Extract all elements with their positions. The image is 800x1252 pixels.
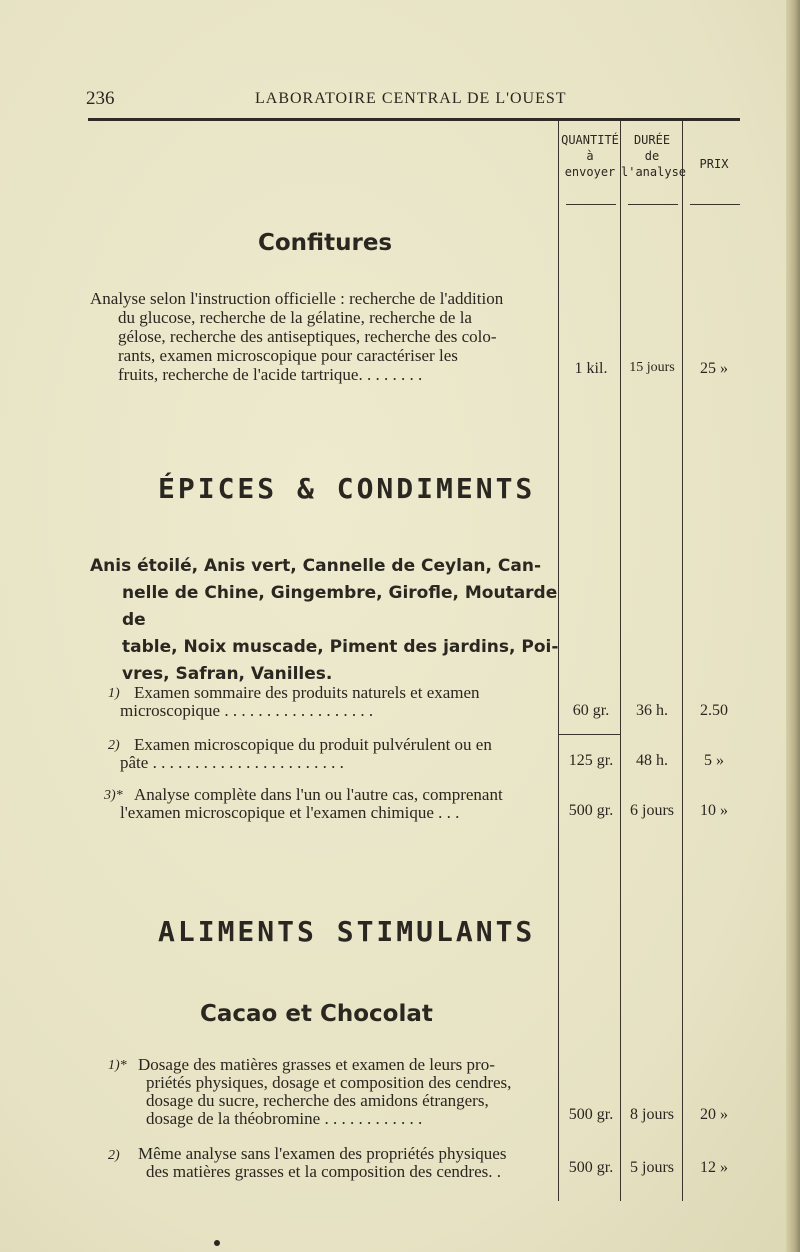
header-underline-duree [628,204,678,205]
section-title-epices: ÉPICES & CONDIMENTS [158,472,536,505]
item-line: priétés physiques, dosage et composition des cendres, [146,1073,512,1092]
confitures-line: rants, examen microscopique pour caractériser les [118,346,458,365]
epices-item-quantite: 60 gr. [572,702,610,719]
item-line: dosage de la théobromine . . . . . . . . . . . . [146,1109,423,1128]
column-header-duree-line3: l'analyse [621,165,687,179]
column-header-prix: PRIX [699,157,729,171]
column-header-duree [621,132,687,180]
confitures-line: fruits, recherche de l'acide tartrique. . . . . . . . [118,365,423,384]
epices-item-duree: 36 h. [636,702,668,719]
epices-ingredients [90,553,560,688]
column-header-duree-line2: de [644,149,660,163]
confitures-line: Analyse selon l'instruction officielle : recherche de l'addition [90,289,504,308]
confitures-line: du glucose, recherche de la gélatine, recherche de la [118,308,472,327]
aliments-item-prix: 12 » [700,1159,728,1176]
header-underline-prix [690,204,740,205]
item-line: microscopique . . . . . . . . . . . . . . . . . . [120,701,374,720]
epices-item-duree: 6 jours [630,802,674,819]
header-underline-quantite [566,204,616,205]
item-line: Même analyse sans l'examen des propriétés physiques [138,1144,507,1163]
aliments-item-duree: 8 jours [630,1106,674,1123]
confitures-quantite: 1 kil. [574,360,608,377]
section-title-aliments: ALIMENTS STIMULANTS [158,915,536,948]
ingredients-line: vres, Safran, Vanilles. [122,664,333,684]
epices-item-description [120,735,558,772]
epices-item-number: 2) [108,738,120,753]
item-line: pâte . . . . . . . . . . . . . . . . . . . . . . . [120,753,344,772]
column-separator-middle [620,121,621,1201]
page-edge [786,0,800,1252]
subsection-title-cacao: Cacao et Chocolat [200,1001,433,1027]
epices-item-prix: 2.50 [700,702,728,719]
item-line: Examen sommaire des produits naturels et examen [134,683,480,702]
ingredients-line: nelle de Chine, Gingembre, Girofle, Moutarde de [122,583,558,630]
confitures-line: gélose, recherche des antiseptiques, recherche des colo- [118,327,497,346]
confitures-duree: 15 jours [629,360,675,375]
confitures-description [90,289,556,384]
item-line: l'examen microscopique et l'examen chimique . . . [120,803,460,822]
epices-item-number: 1) [108,686,120,701]
item-line: Dosage des matières grasses et examen de leurs pro- [138,1055,495,1074]
epices-item-prix: 5 » [704,752,724,769]
header-rule [88,118,740,121]
column-header-quantite-line1: QUANTITÉ [561,133,619,147]
aliments-item-quantite: 500 gr. [568,1106,614,1123]
row-divider [558,734,620,735]
aliments-item-number: 1)* [108,1058,127,1073]
epices-item-number: 3)* [104,788,123,803]
running-title: LABORATOIRE CENTRAL DE L'OUEST [255,90,567,107]
aliments-item-quantite: 500 gr. [568,1159,614,1176]
epices-item-description [120,683,558,720]
epices-item-prix: 10 » [700,802,728,819]
column-header-duree-line1: DURÉE [633,133,671,147]
epices-item-quantite: 500 gr. [568,802,614,819]
item-line: des matières grasses et la composition des cendres. . [146,1162,502,1181]
item-line: Examen microscopique du produit pulvérulent ou en [134,735,492,754]
printer-mark [214,1240,220,1246]
aliments-item-description [138,1056,558,1128]
aliments-item-description [138,1145,558,1181]
aliments-item-duree: 5 jours [630,1159,674,1176]
column-separator-right [682,121,683,1201]
item-line: Analyse complète dans l'un ou l'autre cas, comprenant [134,785,503,804]
column-header-quantite [560,132,620,180]
epices-item-description [120,785,558,822]
section-title-confitures: Confitures [258,230,393,256]
aliments-item-prix: 20 » [700,1106,728,1123]
epices-item-duree: 48 h. [636,752,668,769]
column-header-quantite-line2: à [586,149,594,163]
item-line: dosage du sucre, recherche des amidons étrangers, [146,1091,489,1110]
page-header [0,88,800,114]
ingredients-line: Anis étoilé, Anis vert, Cannelle de Ceylan, Can- [90,556,542,576]
column-header-quantite-line3: envoyer [564,165,616,179]
page-number: 236 [86,88,115,109]
epices-item-quantite: 125 gr. [568,752,614,769]
ingredients-line: table, Noix muscade, Piment des jardins, Poi- [122,637,559,657]
aliments-item-number: 2) [108,1148,120,1163]
confitures-prix: 25 » [700,360,728,377]
